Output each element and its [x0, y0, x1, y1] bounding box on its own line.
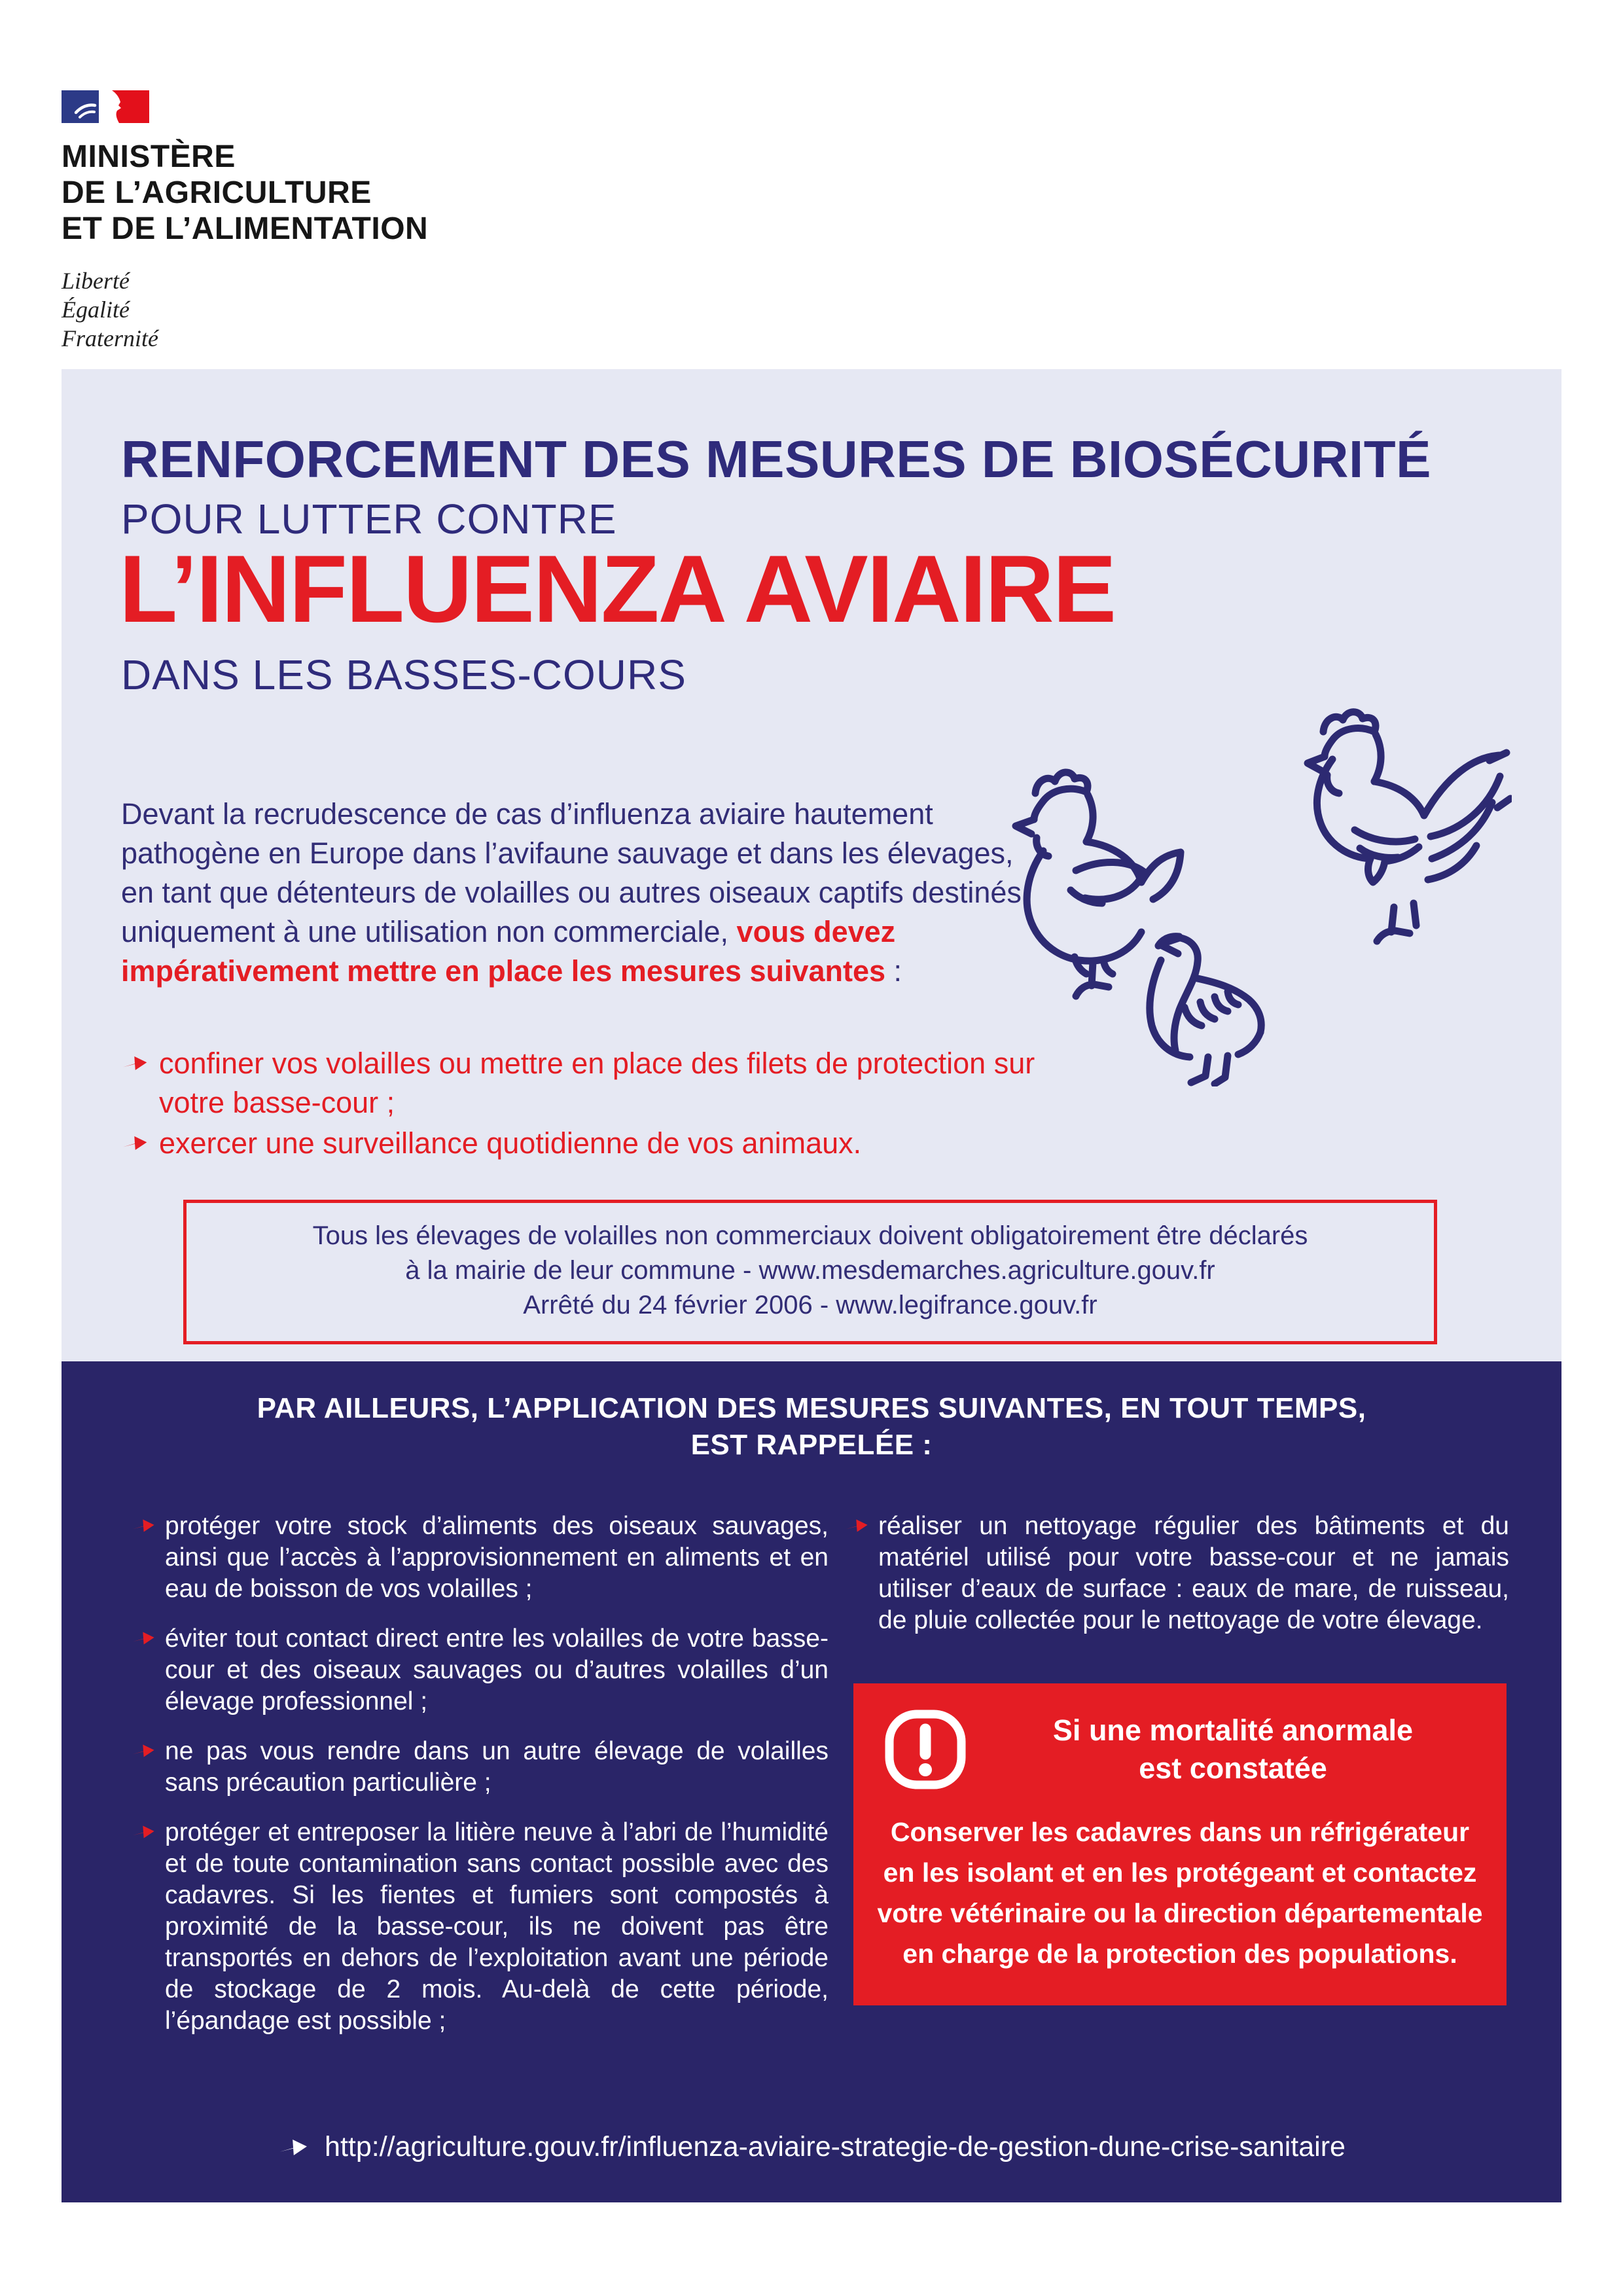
measure-text: confiner vos volailles ou mettre en place des filets de protection sur votre basse-cour ;	[159, 1047, 1035, 1119]
intro-text: Devant la recrudescence de cas d’influenza aviaire hautement pathogène en Europe dans l’avifaune sauvage et dans les élevages, en tant que détenteurs de volailles ou autres oiseaux captifs destinés uniquement à une utilisation non commerciale,	[121, 797, 1022, 948]
motto-line: Liberté	[62, 268, 130, 294]
bullet-column-left	[131, 1511, 829, 2055]
title-scope: DANS LES BASSES-COURS	[121, 651, 687, 698]
panel-heading-line: PAR AILLEURS, L’APPLICATION DES MESURES SUIVANTES, EN TOUT TEMPS,	[257, 1392, 1366, 1424]
list-item	[121, 1124, 1037, 1163]
list-item	[131, 1817, 829, 2037]
measures-panel	[62, 1361, 1561, 2202]
alert-title	[990, 1712, 1476, 1787]
list-item	[131, 1511, 829, 1605]
list-item	[844, 1511, 1509, 1636]
intro-paragraph	[121, 795, 1037, 991]
marianne-flag-icon	[62, 90, 149, 123]
bullet-column-right	[844, 1511, 1509, 2005]
arrow-icon	[131, 1516, 156, 1535]
title-disease: L’INFLUENZA AVIAIRE	[119, 535, 1116, 642]
bullet-text: protéger et entreposer la litière neuve à l’abri de l’humidité et de toute contamination sans contact possible avec des cadavres. Si les fientes et fumiers sont compostés à proximité de la basse-cour, ils ne doivent pas être transportés en dehors de l’exploitation avant une période de stockage de 2 mois. Au-delà de cette période, l’épandage est possible ;	[165, 1818, 829, 2035]
motto-line: Égalité	[62, 296, 130, 323]
list-item	[121, 1044, 1037, 1122]
hero-panel	[62, 369, 1561, 1361]
alert-header	[876, 1710, 1484, 1789]
list-item	[131, 1623, 829, 1717]
declaration-line: à la mairie de leur commune - www.mesdemarches.agriculture.gouv.fr	[405, 1256, 1215, 1285]
hen-icon	[1016, 772, 1181, 996]
list-item	[131, 1736, 829, 1799]
page-title: RENFORCEMENT DES MESURES DE BIOSÉCURITÉ	[121, 430, 1431, 488]
mandatory-measures-list	[121, 1044, 1037, 1164]
warning-icon	[883, 1710, 967, 1789]
arrow-icon	[131, 1628, 156, 1648]
title-subline: POUR LUTTER CONTRE	[121, 495, 617, 543]
declaration-line: Tous les élevages de volailles non commerciaux doivent obligatoirement être déclarés	[312, 1221, 1308, 1250]
panel-heading	[62, 1390, 1561, 1463]
info-link[interactable]: http://agriculture.gouv.fr/influenza-aviaire-strategie-de-gestion-dune-crise-sanitaire	[325, 2131, 1346, 2162]
measure-text: exercer une surveillance quotidienne de vos animaux.	[159, 1126, 862, 1160]
info-link-row	[62, 2131, 1561, 2163]
alert-title-line: est constatée	[1139, 1751, 1327, 1785]
alert-body: Conserver les cadavres dans un réfrigérateur en les isolant et en les protégeant et contactez votre vétérinaire ou la direction départementale en charge de la protection des populations.	[877, 1817, 1483, 1969]
ministry-name-line: DE L’AGRICULTURE	[62, 175, 372, 210]
motto-line: Fraternité	[62, 325, 158, 351]
intro-emphasis: vous devez impérativement mettre en place les mesures suivantes	[121, 915, 896, 988]
mortality-alert-box	[853, 1683, 1507, 2005]
arrow-icon	[844, 1516, 869, 1535]
bullet-text: protéger votre stock d’aliments des oiseaux sauvages, ainsi que l’accès à l’approvisionnement en aliments et en eau de boisson de vos volailles ;	[165, 1512, 829, 1603]
alert-title-line: Si une mortalité anormale	[1052, 1713, 1414, 1747]
ministry-name-line: ET DE L’ALIMENTATION	[62, 211, 429, 246]
arrow-icon	[277, 2135, 309, 2160]
arrow-icon	[121, 1132, 149, 1154]
ministry-logo-block	[62, 90, 428, 353]
republic-motto	[62, 266, 428, 353]
arrow-icon	[131, 1822, 156, 1842]
arrow-icon	[131, 1741, 156, 1761]
panel-heading-line: EST RAPPELÉE :	[690, 1429, 933, 1461]
bullet-text: réaliser un nettoyage régulier des bâtiments et du matériel utilisé pour votre basse-cour et ne jamais utiliser d’eaux de surface : eaux de mare, de ruisseau, de pluie collectée pour le nettoyage de votre élevage.	[878, 1512, 1509, 1634]
poultry-illustration-icon	[936, 655, 1512, 1086]
goose-icon	[1150, 937, 1261, 1084]
arrow-icon	[121, 1052, 149, 1074]
rooster-icon	[1308, 712, 1510, 941]
ministry-name	[62, 139, 428, 247]
bullet-text: éviter tout contact direct entre les volailles de votre basse-cour et des oiseaux sauvages ou d’autres volailles d’un élevage professionnel ;	[165, 1624, 829, 1715]
declaration-line: Arrêté du 24 février 2006 - www.legifrance.gouv.fr	[523, 1291, 1097, 1319]
intro-colon: :	[885, 954, 902, 988]
ministry-name-line: MINISTÈRE	[62, 139, 236, 174]
declaration-notice-box	[183, 1200, 1437, 1344]
bullet-text: ne pas vous rendre dans un autre élevage de volailles sans précaution particulière ;	[165, 1737, 829, 1797]
